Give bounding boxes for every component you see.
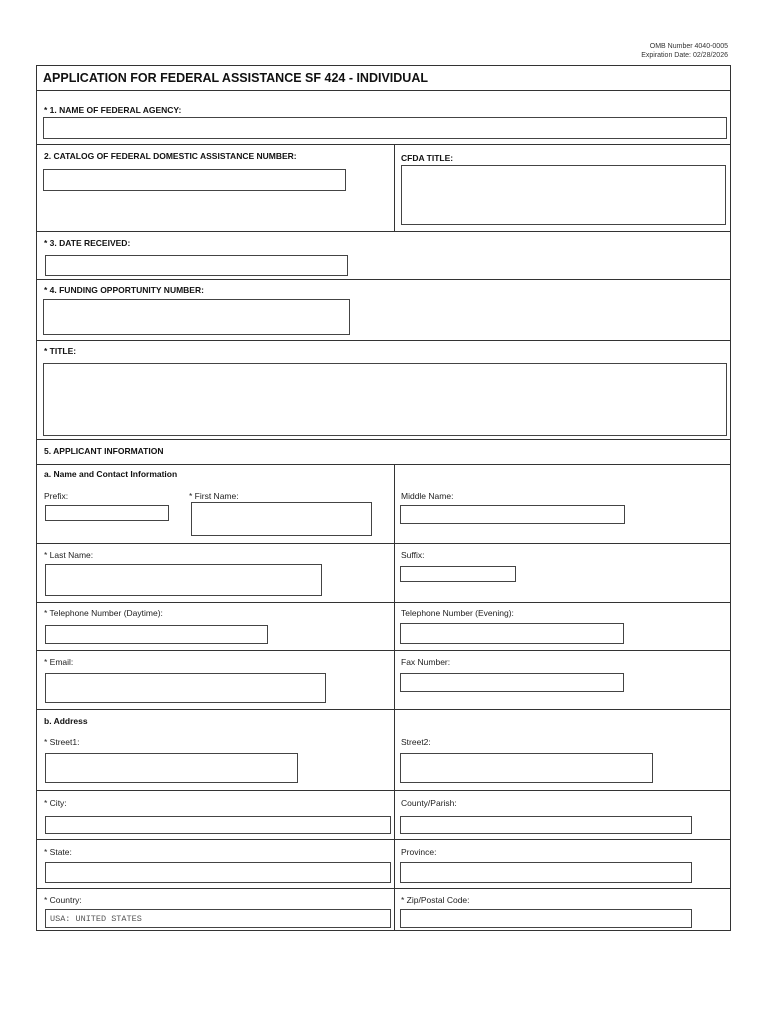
last-name-label: * Last Name:: [44, 550, 94, 560]
street1-field[interactable]: [45, 753, 298, 783]
agency-field[interactable]: [43, 117, 727, 139]
divider: [37, 231, 730, 232]
cfda-number-label: 2. CATALOG OF FEDERAL DOMESTIC ASSISTANCE NUMBER:: [44, 151, 297, 161]
divider: [37, 279, 730, 280]
state-field[interactable]: [45, 862, 391, 883]
applicant-section-label: 5. APPLICANT INFORMATION: [44, 446, 164, 456]
zip-field[interactable]: [400, 909, 692, 928]
form-title-row: [37, 66, 730, 91]
country-field[interactable]: [45, 909, 391, 928]
county-label: County/Parish:: [401, 798, 457, 808]
prefix-field[interactable]: [45, 505, 169, 521]
date-received-label: * 3. DATE RECEIVED:: [44, 238, 131, 248]
street2-field[interactable]: [400, 753, 653, 783]
divider: [37, 144, 730, 145]
suffix-label: Suffix:: [401, 550, 425, 560]
divider: [394, 144, 395, 231]
divider: [37, 650, 730, 651]
divider: [37, 543, 730, 544]
cfda-number-field[interactable]: [43, 169, 346, 191]
country-value: USA: UNITED STATES: [50, 914, 142, 924]
divider: [37, 439, 730, 440]
title-field[interactable]: [43, 363, 727, 436]
suffix-field[interactable]: [400, 566, 516, 582]
fax-label: Fax Number:: [401, 657, 451, 667]
divider: [37, 340, 730, 341]
divider: [37, 464, 730, 465]
province-label: Province:: [401, 847, 437, 857]
street2-label: Street2:: [401, 737, 431, 747]
middle-name-label: Middle Name:: [401, 491, 454, 501]
divider: [37, 888, 730, 889]
divider: [37, 839, 730, 840]
omb-number: OMB Number 4040-0005: [649, 43, 728, 50]
divider: [37, 790, 730, 791]
address-subsection-label: b. Address: [44, 716, 88, 726]
street1-label: * Street1:: [44, 737, 80, 747]
county-field[interactable]: [400, 816, 692, 834]
tel-daytime-field[interactable]: [45, 625, 268, 644]
first-name-field[interactable]: [191, 502, 372, 536]
tel-evening-field[interactable]: [400, 623, 624, 644]
prefix-label: Prefix:: [44, 491, 69, 501]
agency-label: * 1. NAME OF FEDERAL AGENCY:: [44, 105, 182, 115]
divider: [394, 464, 395, 930]
contact-subsection-label: a. Name and Contact Information: [44, 469, 178, 479]
email-label: * Email:: [44, 657, 74, 667]
funding-opportunity-label: * 4. FUNDING OPPORTUNITY NUMBER:: [44, 285, 204, 295]
state-label: * State:: [44, 847, 72, 857]
cfda-title-label: CFDA TITLE:: [401, 153, 454, 163]
divider: [37, 602, 730, 603]
tel-evening-label: Telephone Number (Evening):: [401, 608, 514, 618]
city-label: * City:: [44, 798, 67, 808]
province-field[interactable]: [400, 862, 692, 883]
funding-opportunity-field[interactable]: [43, 299, 350, 335]
email-field[interactable]: [45, 673, 326, 703]
sf424-form: [36, 65, 731, 931]
date-received-field[interactable]: [45, 255, 348, 276]
zip-label: * Zip/Postal Code:: [401, 895, 470, 905]
city-field[interactable]: [45, 816, 391, 834]
first-name-label: * First Name:: [189, 491, 239, 501]
country-label: * Country:: [44, 895, 82, 905]
expiration-date: Expiration Date: 02/28/2026: [641, 52, 728, 59]
form-title: APPLICATION FOR FEDERAL ASSISTANCE SF 424 - INDIVIDUAL: [43, 71, 428, 85]
divider: [37, 709, 730, 710]
tel-daytime-label: * Telephone Number (Daytime):: [44, 608, 163, 618]
cfda-title-field[interactable]: [401, 165, 726, 225]
last-name-field[interactable]: [45, 564, 322, 596]
omb-info: [641, 42, 728, 60]
title-label: * TITLE:: [44, 346, 77, 356]
fax-field[interactable]: [400, 673, 624, 692]
middle-name-field[interactable]: [400, 505, 625, 524]
